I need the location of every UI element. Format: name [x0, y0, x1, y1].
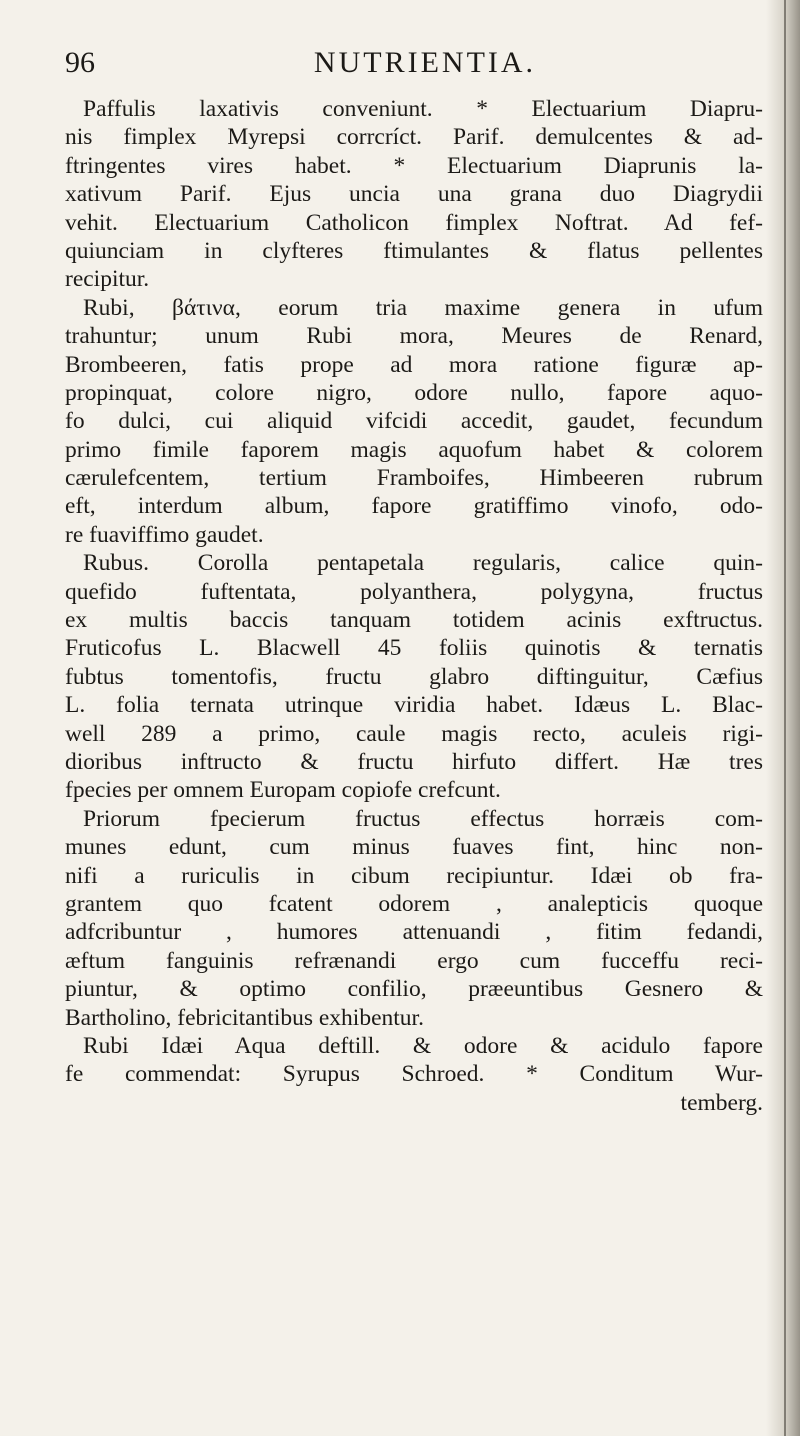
text-line: quiunciam in clyfteres ftimulantes & flatus pellentes: [65, 237, 763, 264]
text-line: Rubus. Corolla pentapetala regularis, calice quin-: [83, 550, 763, 577]
body-text: [65, 95, 763, 1117]
text-line: fpecies per omnem Europam copiofe crefcunt.: [65, 777, 501, 804]
text-line: ftringentes vires habet. * Electuarium Diaprunis la-: [65, 152, 763, 179]
text-line: Brombeeren, fatis prope ad mora ratione figuræ ap-: [65, 351, 763, 378]
running-head: NUTRIENTIA.: [313, 46, 537, 79]
text-line: Rubi, βάτινα, eorum tria maxime genera in ufum: [83, 294, 763, 321]
text-line: Fruticofus L. Blacwell 45 foliis quinotis & ternatis: [65, 635, 763, 662]
text-line: well 289 a primo, caule magis recto, aculeis rigi-: [65, 720, 763, 747]
text-line: Paffulis laxativis conveniunt. * Electuarium Diapru-: [83, 96, 763, 122]
text-line: trahuntur; unum Rubi mora, Meures de Renard,: [65, 323, 763, 350]
text-line: xativum Parif. Ejus uncia una grana duo Diagrydii: [65, 181, 763, 208]
text-line: Rubi Idæi Aqua deftill. & odore & acidulo fapore: [83, 1032, 763, 1059]
text-line: nis fimplex Myrepsi corrcríct. Parif. demulcentes & ad-: [65, 124, 763, 151]
text-line: re fuaviffimo gaudet.: [65, 521, 264, 548]
text-line: grantem quo fcatent odorem , analepticis quoque: [65, 890, 763, 917]
text-line: primo fimile faporem magis aquofum habet & colorem: [65, 436, 763, 463]
text-line: fubtus tomentofis, fructu glabro diftinguitur, Cæfius: [65, 663, 763, 690]
text-line: cærulefcentem, tertium Framboifes, Himbeeren rubrum: [65, 465, 763, 492]
text-line: fo dulci, cui aliquid vifcidi accedit, gaudet, fecundum: [65, 408, 763, 435]
text-line: eft, interdum album, fapore gratiffimo vinofo, odo-: [65, 493, 763, 520]
text-line: temberg.: [680, 1089, 763, 1116]
text-line: æftum fanguinis refrænandi ergo cum fucceffu reci-: [65, 947, 763, 974]
text-line: recipitur.: [65, 266, 150, 293]
text-line: piuntur, & optimo confilio, præeuntibus Gesnero &: [65, 976, 763, 1003]
text-line: Bartholino, febricitantibus exhibentur.: [65, 1004, 424, 1031]
text-line: L. folia ternata utrinque viridia habet. Idæus L. Blac-: [65, 692, 763, 719]
text-line: Priorum fpecierum fructus effectus horræis com-: [83, 805, 763, 832]
text-line: adfcribuntur , humores attenuandi , fitim fedandi,: [65, 919, 763, 946]
text-line: quefido fuftentata, polyanthera, polygyna, fructus: [65, 578, 763, 605]
text-line: propinquat, colore nigro, odore nullo, fapore aquo-: [65, 379, 763, 406]
text-line: dioribus inftructo & fructu hirfuto differt. Hæ tres: [65, 748, 763, 775]
text-line: vehit. Electuarium Catholicon fimplex Noftrat. Ad fef-: [65, 209, 763, 236]
text-line: fe commendat: Syrupus Schroed. * Conditum Wur-: [65, 1061, 763, 1088]
page-edge-line: [784, 0, 786, 1436]
text-line: nifi a ruriculis in cibum recipiuntur. Idæi ob fra-: [65, 862, 763, 889]
page-number: 96: [65, 46, 95, 79]
text-line: ex multis baccis tanquam totidem acinis exftructus.: [65, 607, 763, 634]
text-line: munes edunt, cum minus fuaves fint, hinc non-: [65, 834, 763, 861]
page-header: [65, 46, 765, 90]
page-edge-shadow: [766, 0, 800, 1436]
